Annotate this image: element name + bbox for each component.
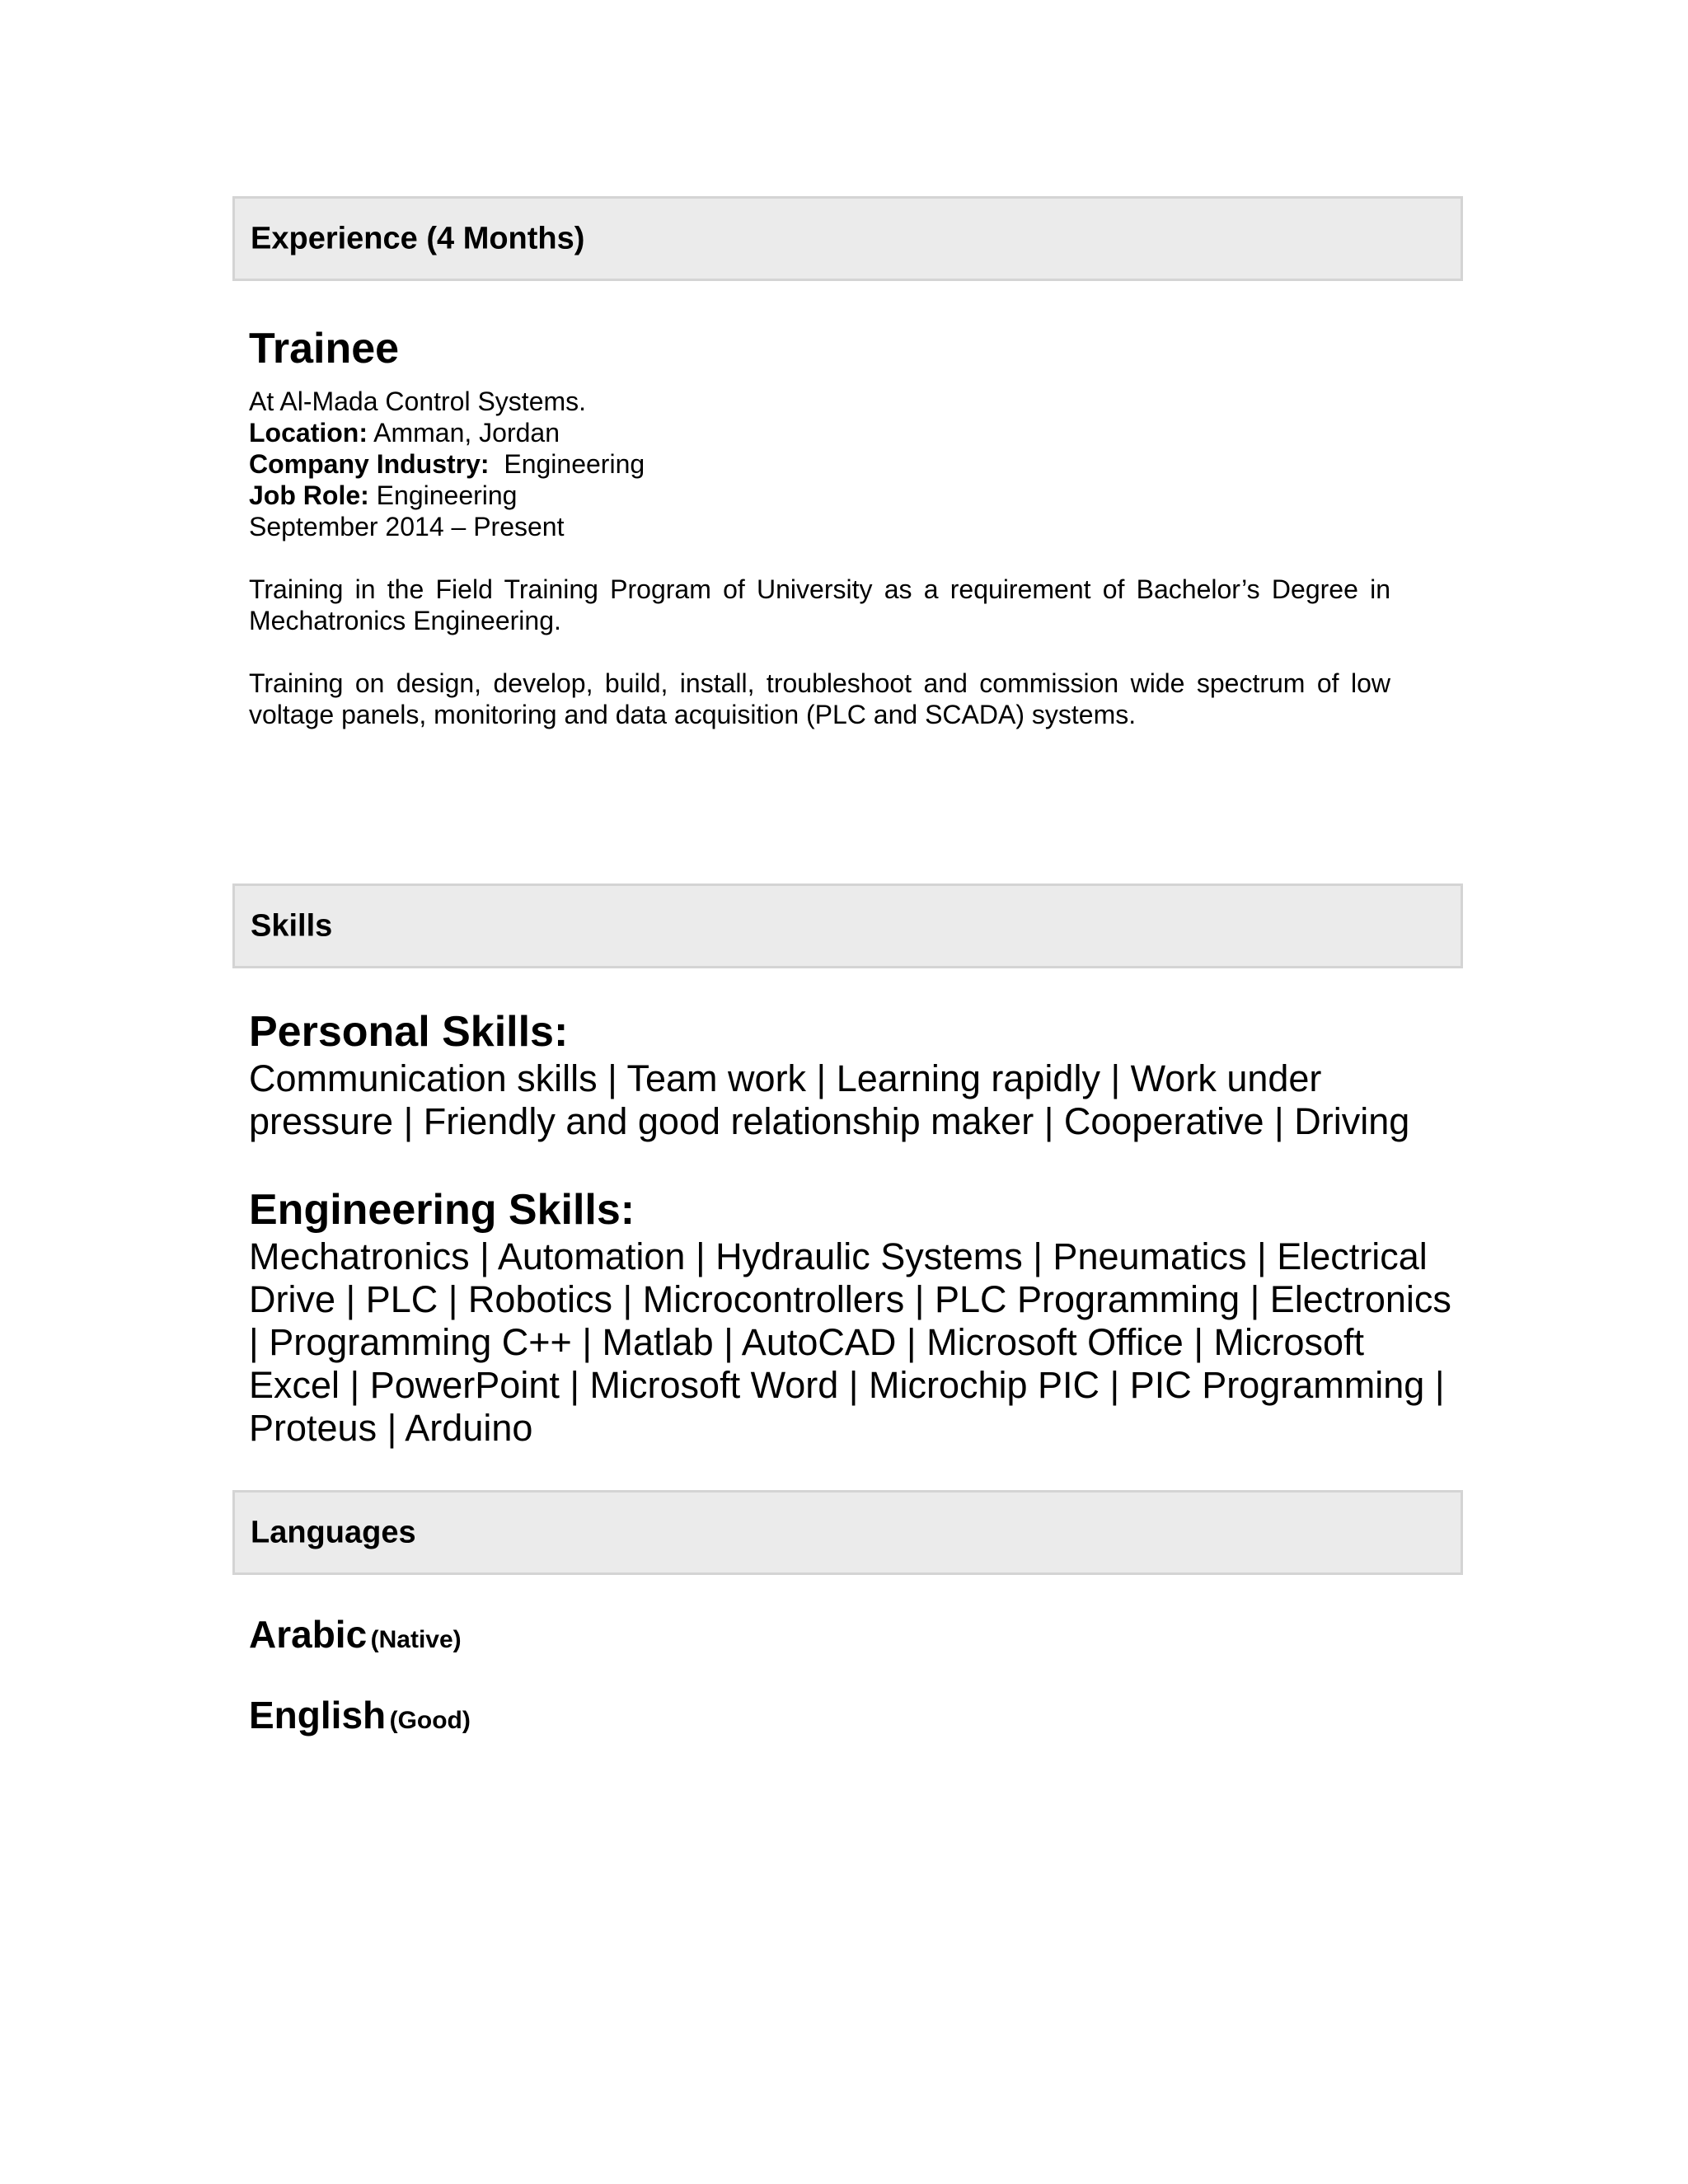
language-item (249, 1612, 462, 1657)
skills-section-header (232, 883, 1463, 968)
industry-label: Company Industry: (249, 449, 490, 479)
experience-section-header (232, 196, 1463, 281)
industry-row (249, 448, 645, 480)
personal-skills-text: Communication skills | Team work | Learning rapidly | Work under pressure | Friendly and good relationship maker | Cooperative | Driving (249, 1057, 1410, 1142)
job-description-2: Training on design, develop, build, install, troubleshoot and commission wide spectrum of low voltage panels, monitoring and data acquisition (PLC and SCADA) systems. (249, 668, 1390, 729)
location-value: Amman, Jordan (367, 418, 560, 448)
job-description-1: Training in the Field Training Program of University as a requirement of Bachelor’s Degree in Mechatronics Engineering. (249, 574, 1390, 635)
language-item (249, 1693, 471, 1737)
language-level: (Good) (389, 1707, 471, 1734)
language-name: Arabic (249, 1613, 368, 1656)
industry-value: Engineering (489, 449, 645, 479)
skills-section-title: Skills (251, 908, 333, 943)
engineering-skills-heading: Engineering Skills: (249, 1186, 635, 1234)
job-role-value: Engineering (368, 480, 518, 510)
location-label: Location: (249, 418, 368, 448)
location-row (249, 417, 645, 448)
experience-section-title: Experience (4 Months) (251, 221, 585, 255)
language-name: English (249, 1694, 387, 1736)
company-line: At Al-Mada Control Systems. (249, 387, 587, 416)
job-details (249, 386, 645, 542)
languages-section-header (232, 1490, 1463, 1575)
job-role-row (249, 480, 645, 511)
language-level: (Native) (370, 1626, 462, 1653)
engineering-skills-text: Mechatronics | Automation | Hydraulic Systems | Pneumatics | Electrical Drive | PLC | Robotics | Microcontrollers | PLC Programming | Electronics | Programming C++ | Matlab | AutoCAD | Microsoft Office | Microsoft Excel | PowerPoint | Microsoft Word | Microchip PIC | PIC Programming | Proteus | Arduino (249, 1235, 1451, 1449)
personal-skills-heading: Personal Skills: (249, 1008, 569, 1056)
job-role-label: Job Role: (249, 480, 369, 510)
job-title: Trainee (249, 325, 400, 373)
languages-section-title: Languages (251, 1515, 416, 1549)
job-dates: September 2014 – Present (249, 512, 565, 541)
